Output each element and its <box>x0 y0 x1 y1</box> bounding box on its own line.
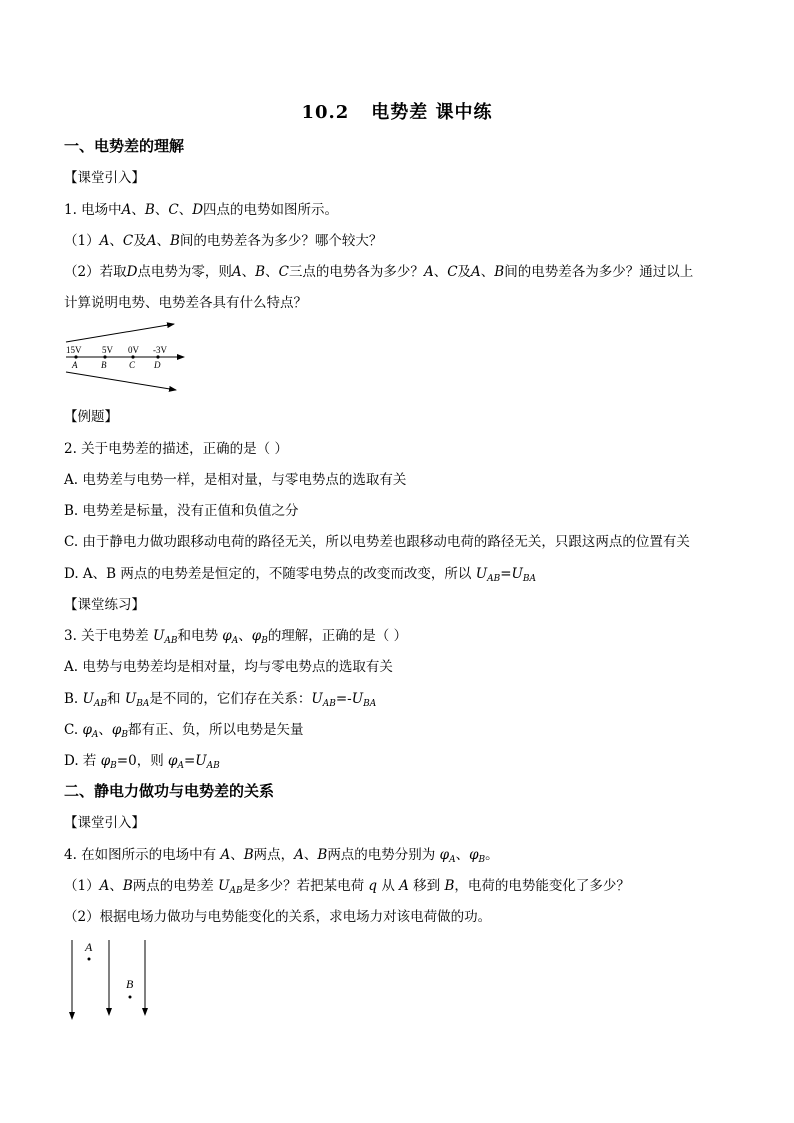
question-4-part-2: （2）根据电场力做功与电势能变化的关系，求电场力对该电荷做的功。 <box>64 909 492 925</box>
point-label: A <box>72 360 78 370</box>
point-label: D <box>154 360 161 370</box>
arrowhead <box>106 1008 112 1016</box>
point-marker <box>129 996 132 999</box>
point-marker <box>156 355 159 358</box>
point-marker <box>131 355 134 358</box>
question-1-stem: 1. 电场中A、B、C、D四点的电势如图所示。 <box>64 202 339 218</box>
figure-1-potential-lines <box>60 318 200 398</box>
example-label: 【例题】 <box>64 409 118 425</box>
question-3-option-d: D. 若 $\varphi_B=0$，则 $\varphi_A=U_{AB}$ <box>64 753 220 771</box>
question-2-option-c: C. 由于静电力做功跟移动电荷的路径无关，所以电势差也跟移动电荷的路径无关，只跟这两点的位置有关 <box>64 534 690 550</box>
question-2-option-a: A. 电势差与电势一样，是相对量，与零电势点的选取有关 <box>64 472 407 488</box>
section-heading-1: 一、电势差的理解 <box>64 137 185 155</box>
question-4-part-1: （1）A、B两点的电势差 $U_{AB}$是多少？若把某电荷 q 从 A 移到 B，电荷的电势能变化了多少？ <box>64 878 630 896</box>
title-number: 10.2 <box>301 102 350 123</box>
point-marker <box>88 958 91 961</box>
arrowhead <box>142 1008 148 1016</box>
potential-label: 5V <box>102 345 113 355</box>
section-heading-2: 二、静电力做功与电势差的关系 <box>64 782 275 800</box>
potential-label: 15V <box>66 345 82 355</box>
figure-2-field-lines <box>62 936 162 1026</box>
question-2-option-b: B. 电势差是标量，没有正值和负值之分 <box>64 503 299 519</box>
point-marker <box>103 355 106 358</box>
point-label: C <box>129 360 136 370</box>
question-1-part-2: （2）若取D点电势为零，则A、B、C三点的电势各为多少？A、C及A、B间的电势差各为多少？通过以上 <box>64 264 694 280</box>
question-3-option-b: B. $U_{AB}$和 $U_{BA}$是不同的，它们存在关系：$U_{AB}=-U_{BA}$ <box>64 691 377 709</box>
title-text: 电势差 课中练 <box>371 102 493 123</box>
potential-label: 0V <box>128 345 139 355</box>
question-3-option-c: C. $\varphi_A$、$\varphi_B$都有正、负，所以电势是矢量 <box>64 722 304 740</box>
question-3-option-a: A. 电势与电势差均是相对量，均与零电势点的选取有关 <box>64 659 393 675</box>
question-1-part-2-cont: 计算说明电势、电势差各具有什么特点？ <box>64 295 307 311</box>
question-4-stem: 4. 在如图所示的电场中有 A、B两点，A、B两点的电势分别为 $\varphi_A$、$\varphi_B$。 <box>64 847 499 865</box>
point-label: B <box>101 360 107 370</box>
practice-label: 【课堂练习】 <box>64 597 145 613</box>
question-2-stem: 2. 关于电势差的描述，正确的是（ ） <box>64 441 288 457</box>
intro-label-2: 【课堂引入】 <box>64 815 145 831</box>
field-line-bottom <box>66 372 176 390</box>
intro-label-1: 【课堂引入】 <box>64 170 145 186</box>
potential-label: -3V <box>153 345 167 355</box>
question-1-part-1: （1）A、C及A、B间的电势差各为多少？哪个较大？ <box>64 233 383 249</box>
arrowhead <box>69 1012 75 1020</box>
point-label: B <box>126 977 134 991</box>
point-marker <box>74 355 77 358</box>
question-3-stem: 3. 关于电势差 $U_{AB}$和电势 $\varphi_A$、$\varphi_B$的理解，正确的是（ ） <box>64 628 408 646</box>
page-title <box>0 98 794 124</box>
question-2-option-d: D. A、B 两点的电势差是恒定的，不随零电势点的改变而改变，所以 $U_{AB}=U_{BA}$ <box>64 566 537 584</box>
field-line-top <box>66 324 174 342</box>
point-label: A <box>85 940 93 954</box>
